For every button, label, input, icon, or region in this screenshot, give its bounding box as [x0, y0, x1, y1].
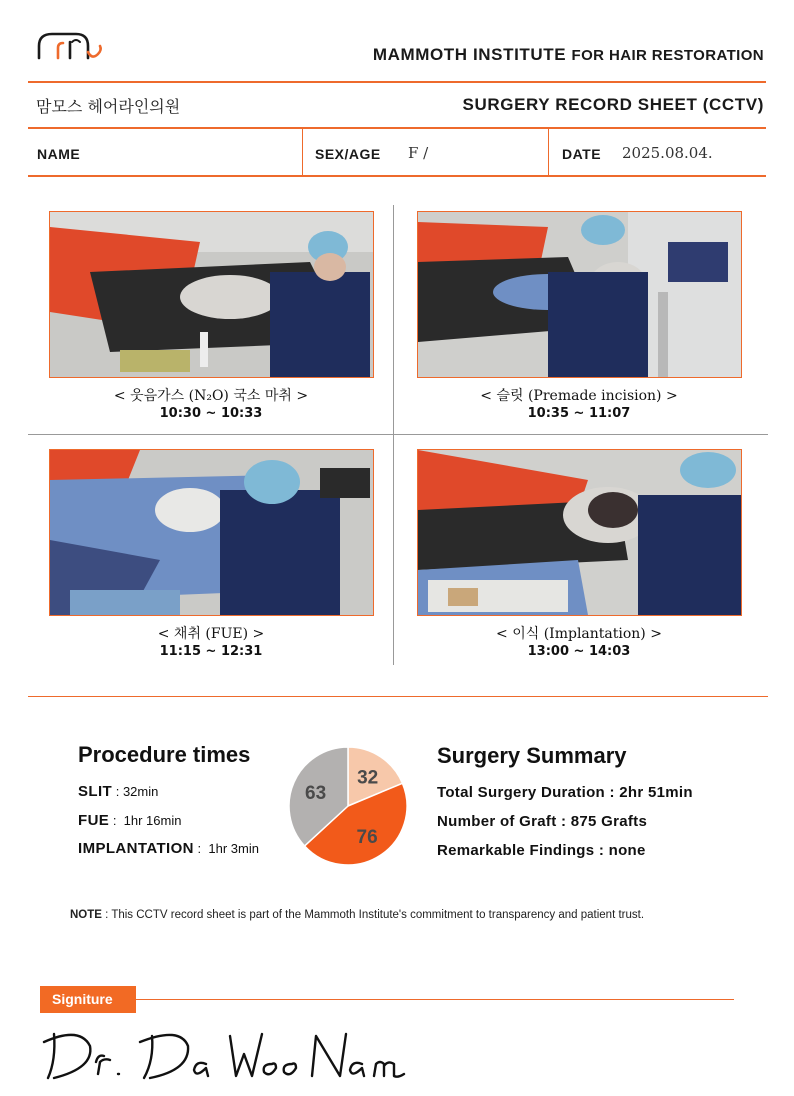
sexage-label: SEX/AGE: [315, 146, 381, 162]
sexage-value: F /: [408, 144, 429, 162]
handwritten-signature: [40, 1024, 420, 1086]
mammoth-logo-icon: [36, 28, 106, 64]
caption-time: 10:30 ~ 10:33: [159, 406, 263, 421]
cctv-photo-anesthesia: [49, 211, 374, 378]
photo-caption: [417, 625, 741, 661]
pie-slice-label: 63: [305, 782, 327, 804]
procedure-times-title: Procedure times: [78, 742, 251, 767]
caption-title: < 채취 (FUE) >: [157, 626, 265, 642]
institute-name: MAMMOTH INSTITUTE FOR HAIR RESTORATION: [372, 45, 764, 64]
procedure-row-fue: FUE : 1hr 16min: [78, 812, 182, 829]
procedure-row-implantation: IMPLANTATION : 1hr 3min: [78, 840, 259, 857]
sheet-title: SURGERY RECORD SHEET (CCTV): [462, 95, 764, 114]
caption-time: 11:15 ~ 12:31: [159, 644, 263, 659]
caption-title: < 이식 (Implantation) >: [496, 626, 662, 642]
procedure-row-slit: SLIT : 32min: [78, 783, 159, 800]
grid-divider-vertical: [393, 205, 394, 665]
institute-tagline: FOR HAIR RESTORATION: [571, 47, 764, 64]
photo-caption: [49, 625, 373, 661]
photo-caption: [417, 387, 741, 423]
grid-divider-horizontal: [28, 434, 768, 435]
date-label: DATE: [562, 146, 602, 162]
photo-caption: [49, 387, 373, 423]
cctv-photo-slit: [417, 211, 742, 378]
section-divider: [28, 696, 768, 697]
signature-badge: Signiture: [40, 986, 136, 1013]
caption-time: 10:35 ~ 11:07: [527, 406, 631, 421]
summary-graft-count: Number of Graft : 875 Grafts: [437, 813, 648, 830]
summary-total-duration: Total Surgery Duration : 2hr 51min: [437, 784, 693, 801]
caption-time: 13:00 ~ 14:03: [527, 644, 631, 659]
caption-title: < 웃음가스 (N₂O) 국소 마취 >: [113, 388, 309, 404]
cctv-photo-implantation: [417, 449, 742, 616]
summary-findings: Remarkable Findings : none: [437, 842, 646, 859]
date-value: 2025.08.04.: [622, 144, 713, 162]
name-label: NAME: [37, 146, 81, 162]
fields-top-border: [28, 127, 766, 129]
pie-slice-label: 76: [356, 826, 378, 848]
field-separator: [548, 129, 549, 176]
cctv-photo-fue: [49, 449, 374, 616]
caption-title: < 슬릿 (Premade incision) >: [480, 388, 678, 404]
field-separator: [302, 129, 303, 176]
procedure-pie-chart: [287, 745, 409, 867]
header-divider: [28, 81, 766, 83]
note-text: NOTE : This CCTV record sheet is part of the Mammoth Institute's commitment to transparency and patient trust.: [70, 909, 645, 921]
signature-line: [136, 999, 734, 1000]
surgery-summary-title: Surgery Summary: [437, 743, 627, 768]
fields-bottom-border: [28, 175, 766, 177]
clinic-korean-name: 맘모스 헤어라인의원: [36, 97, 181, 116]
pie-slice-label: 32: [357, 767, 379, 789]
